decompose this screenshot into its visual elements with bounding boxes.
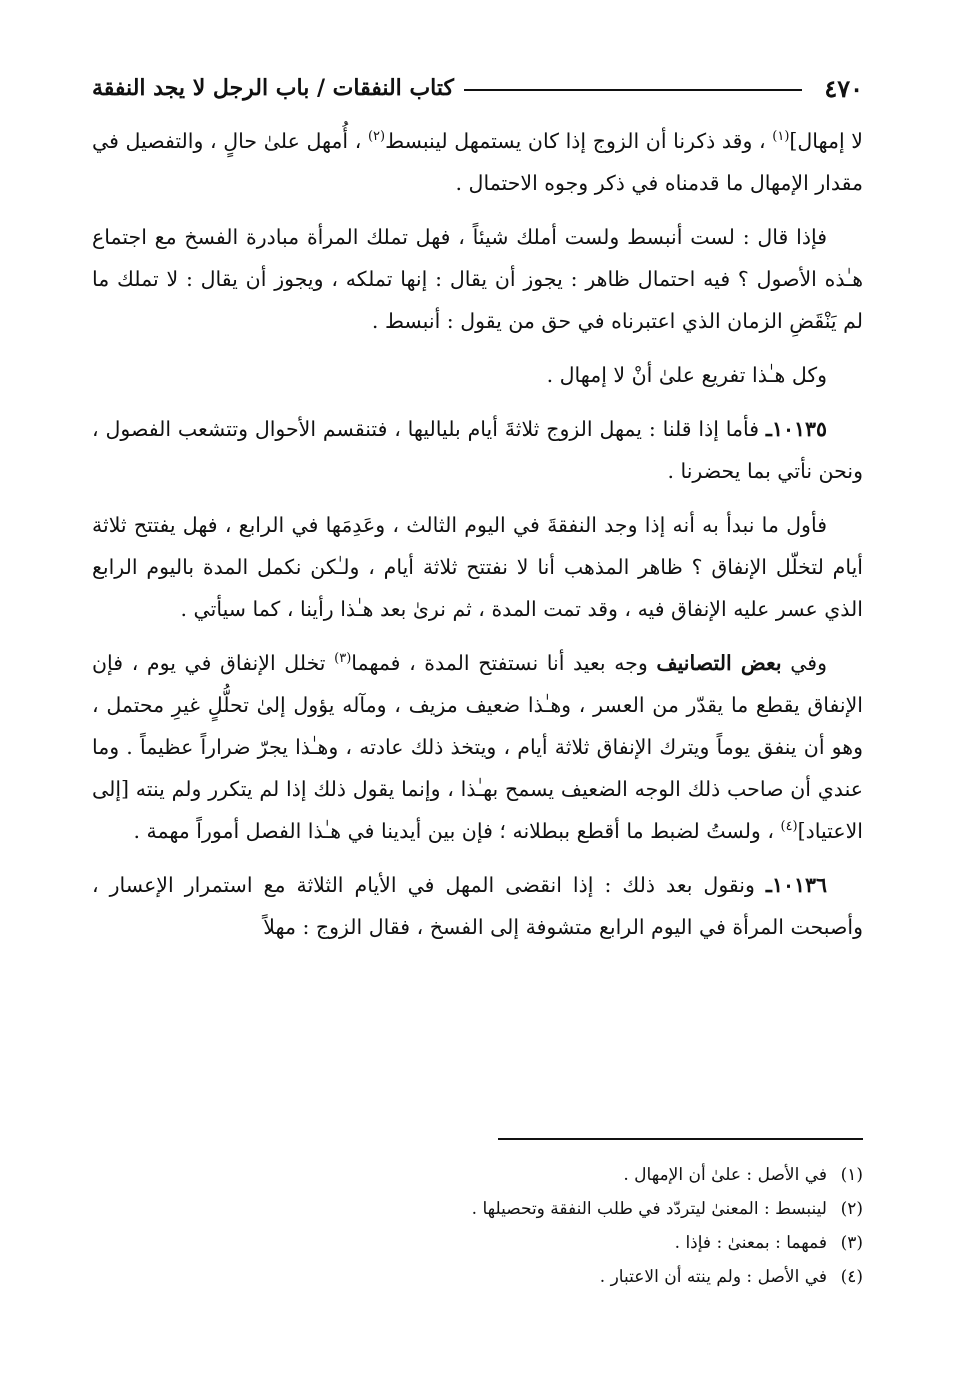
issue-number: ١٠١٣٦ـ [765, 873, 827, 897]
footnote-text: في الأصل : علىٰ أن الإمهال . [623, 1165, 827, 1185]
text-span: فأما إذا قلنا : يمهل الزوج ثلاثةَ أيام بلياليها ، فتنقسم الأحوال وتتشعب الفصول ، ونحن نأتي بما يحضرنا . [92, 417, 863, 483]
text-span: لا إمهال] [789, 129, 863, 153]
bold-term: بعض التصانيف [656, 651, 782, 675]
footnote-item [92, 1192, 863, 1226]
footnote-item [92, 1260, 863, 1294]
footnote-text: فمهما : بمعنىٰ : فإذا . [674, 1233, 827, 1253]
paragraph-4 [92, 408, 863, 492]
paragraph-5: فأول ما نبدأ به أنه إذا وجد النفقةَ في اليوم الثالث ، وعَدِمَها في الرابع ، فهل يفتتح ثلاثة أيام لتخلّل الإنفاق ؟ ظاهر المذهب أنا لا نفتتح ثلاثة أيام ، ولـٰكن نكمل المدة باليوم الرابع الذي عسر عليه الإنفاق فيه ، وقد تمت المدة ، ثم نرىٰ بعد هـٰذا رأينا ، كما سيأتي . [92, 513, 863, 621]
footnote-text: لينبسط : المعنىٰ ليتردّد في طلب النفقة وتحصيلها . [471, 1199, 827, 1219]
text-span: ، ولستُ لضبط ما أقطع ببطلانه ؛ فإن بين أيدينا في هـٰذا الفصل أموراً مهمة . [133, 819, 781, 843]
paragraph-3: وكل هـٰذا تفريع علىٰ أنْ لا إمهال . [546, 363, 827, 387]
paragraph-2: فإذا قال : لست أنبسط ولست أملك شيئاً ، فهل تملك المرأة مبادرة الفسخ مع اجتماع هـٰذه الأصول ؟ فيه احتمال ظاهر : يجوز أن يقال : إنها تملكه ، ويجوز أن يقال : لا تملك ما لم يَنْقَضِ الزمان الذي اعتبرناه في حق من يقول : أنبسط . [92, 225, 863, 333]
paragraph-1 [92, 120, 863, 204]
text-span: ، أُمهل علىٰ حالٍ ، والتفصيل في مقدار الإمهال ما قدمناه في ذكر وجوه الاحتمال . [92, 129, 863, 195]
footnote-separator [498, 1138, 863, 1140]
footnote-ref[interactable]: (٢) [367, 129, 386, 145]
footnote-text: في الأصل : ولم ينته أن الاعتبار . [599, 1267, 827, 1287]
main-text [92, 120, 863, 960]
footnote-number: (٣) [840, 1233, 863, 1253]
text-span: ونقول بعد ذلك : إذا انقضى المهل في الأيام الثلاثة مع استمرار الإعسار ، وأصبحت المرأة في اليوم الرابع متشوفة إلى الفسخ ، فقال الزوج : مهلاً [92, 873, 863, 939]
footnotes [92, 1158, 863, 1294]
footnote-number: (٢) [840, 1199, 863, 1219]
paragraph-7 [92, 864, 863, 948]
footnote-item [92, 1158, 863, 1192]
text-span: وجه بعيد أنا نستفتح المدة ، فمهما [351, 651, 657, 675]
issue-number: ١٠١٣٥ـ [765, 417, 827, 441]
footnote-number: (٤) [840, 1267, 863, 1287]
text-span: ، وقد ذكرنا أن الزوج إذا كان يستمهل لينبسط [385, 129, 773, 153]
footnote-item [92, 1226, 863, 1260]
header-title: كتاب النفقات / باب الرجل لا يجد النفقة [92, 75, 454, 101]
paragraph-6 [92, 642, 863, 852]
header-rule [464, 89, 802, 91]
text-span: تخلل الإنفاق في يوم ، فإن الإنفاق يقطع ما يقدّر من العسر ، وهـٰذا ضعيف مزيف ، ومآله يؤول إلىٰ تحلُّلٍ غيرِ محتمل ، وهو أن ينفق يوماً ويترك الإنفاق ثلاثة أيام ، ويتخذ ذلك عادته ، وهـٰذا يجرّ ضراراً عظيماً . وما عندي أن صاحب ذلك الوجه الضعيف يسمح بهـٰذا ، وإنما يقول ذلك إذا لم يتكرر ولم ينته [إلى الاعتياد] [92, 651, 863, 843]
footnote-ref[interactable]: (٣) [334, 651, 352, 667]
footnote-ref[interactable]: (١) [772, 129, 790, 145]
running-header [92, 70, 863, 106]
text-span: وفي [781, 651, 827, 675]
footnote-number: (١) [840, 1165, 863, 1185]
footnote-ref[interactable]: (٤) [780, 819, 798, 835]
page-number: ٤٧٠ [824, 73, 863, 103]
